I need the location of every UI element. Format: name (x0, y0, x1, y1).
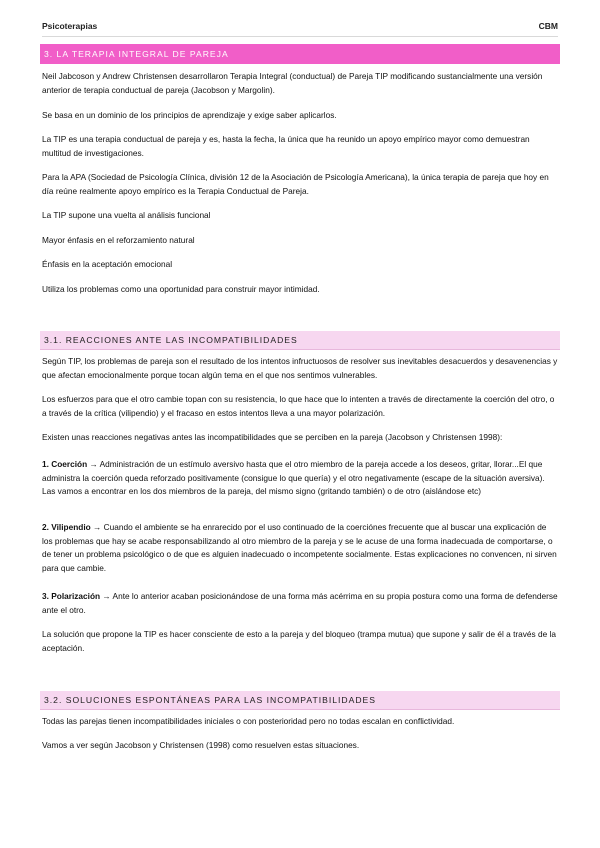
section-underline (40, 349, 560, 350)
paragraph-negative-reactions: Existen unas reacciones negativas antes las incompatibilidades que se perciben en la pareja (Jacobson y Christensen 1998): (42, 432, 503, 442)
page-header (42, 18, 558, 34)
section-heading-text: 3.1. REACCIONES ANTE LAS INCOMPATIBILIDADES (44, 335, 298, 345)
list-item-label: 2. Vilipendio (42, 522, 91, 532)
header-author: CBM (538, 21, 558, 31)
section-heading-text: 3. LA TERAPIA INTEGRAL DE PAREJA (44, 49, 229, 59)
paragraph-problems-origin: Según TIP, los problemas de pareja son el resultado de los intentos infructuosos de resolver sus inevitables desacuerdos y desavenencias y que afectan emocionalmente porque tocan algún tema en el que nos sentimos vulnerables. (42, 356, 558, 380)
list-item-text: → Administración de un estímulo aversivo hasta que el otro miembro de la pareja accede a los deseos, gritar, llorar...El que administra la coerción queda reforzado positivamente (consigue lo que quería) y el otro negativamente (escape de la situación aversiva). Las vamos a encontrar en los dos miembros de la pareja, del mismo signo (gritando también) o de otro (aislándose etc) (42, 459, 545, 497)
section-heading-reacciones (40, 331, 560, 349)
section-heading-text: 3.2. SOLUCIONES ESPONTÁNEAS PARA LAS INCOMPATIBILIDADES (44, 695, 376, 705)
paragraph-efforts: Los esfuerzos para que el otro cambie topan con su resistencia, lo que hace que lo intenten a través de directamente la coerción del otro, o a través de la crítica (vilipendio) y el fracaso en estos intentos lleva a una mayor polarización. (42, 394, 555, 418)
header-subject: Psicoterapias (42, 21, 98, 31)
list-item-label: 1. Coerción (42, 459, 88, 469)
section-underline (40, 709, 560, 710)
paragraph-basis: Se basa en un dominio de los principios de aprendizaje y exige saber aplicarlos. (42, 110, 337, 120)
section-heading-soluciones (40, 691, 560, 709)
paragraph-apa: Para la APA (Sociedad de Psicología Clínica, división 12 de la Asociación de Psicología Americana), la única terapia de pareja que hoy en día reúne realmente apoyo empírico es la Terapia Conductual de Pareja. (42, 172, 549, 196)
section-heading-terapia-integral (40, 44, 560, 64)
list-item-vilipendio (42, 521, 558, 575)
paragraph-intimacy: Utiliza los problemas como una oportunidad para construir mayor intimidad. (42, 284, 320, 294)
paragraph-solution: La solución que propone la TIP es hacer consciente de esto a la pareja y del bloqueo (trampa mutua) que supone y salir de él a través de la aceptación. (42, 629, 556, 653)
list-item-polarizacion (42, 590, 558, 617)
list-item-text: → Cuando el ambiente se ha enrarecido por el uso continuado de la coerciónes frecuente que al buscar una explicación de los problemas que hay se acabe responsabilizando al otro miembro de la pareja y se le acuse de una forma inadecuada de comportarse, o de tener un problema psicológico o de que es alguien inadecuado o incompetente socialmente. Estas explicaciones no convencen, ni sirven para que cambie. (42, 522, 557, 573)
paragraph-resolution: Vamos a ver según Jacobson y Christensen (1998) como resuelven estas situaciones. (42, 740, 360, 750)
list-item-label: 3. Polarización (42, 591, 101, 601)
list-item-coercion (42, 458, 558, 499)
paragraph-origins: Neil Jabcoson y Andrew Christensen desarrollaron Terapia Integral (conductual) de Pareja TIP modificando sustancialmente una versión anterior de terapia conductual de pareja (Jacobson y Margolin). (42, 71, 543, 95)
list-item-text: → Ante lo anterior acaban posicionándose de una forma más acérrima en su propia postura como una forma de defenderse ante el otro. (42, 591, 558, 615)
paragraph-natural-reinforcement: Mayor énfasis en el reforzamiento natural (42, 235, 195, 245)
paragraph-all-couples: Todas las parejas tienen incompatibilidades iniciales o con posterioridad pero no todas escalan en conflictividad. (42, 716, 455, 726)
header-rule (42, 36, 558, 37)
paragraph-functional-analysis: La TIP supone una vuelta al análisis funcional (42, 210, 211, 220)
paragraph-emotional-acceptance: Énfasis en la aceptación emocional (42, 259, 173, 269)
paragraph-empirical-support: La TIP es una terapia conductual de pareja y es, hasta la fecha, la única que ha reunido un apoyo empírico mayor como demuestran multitud de investigaciones. (42, 134, 530, 158)
